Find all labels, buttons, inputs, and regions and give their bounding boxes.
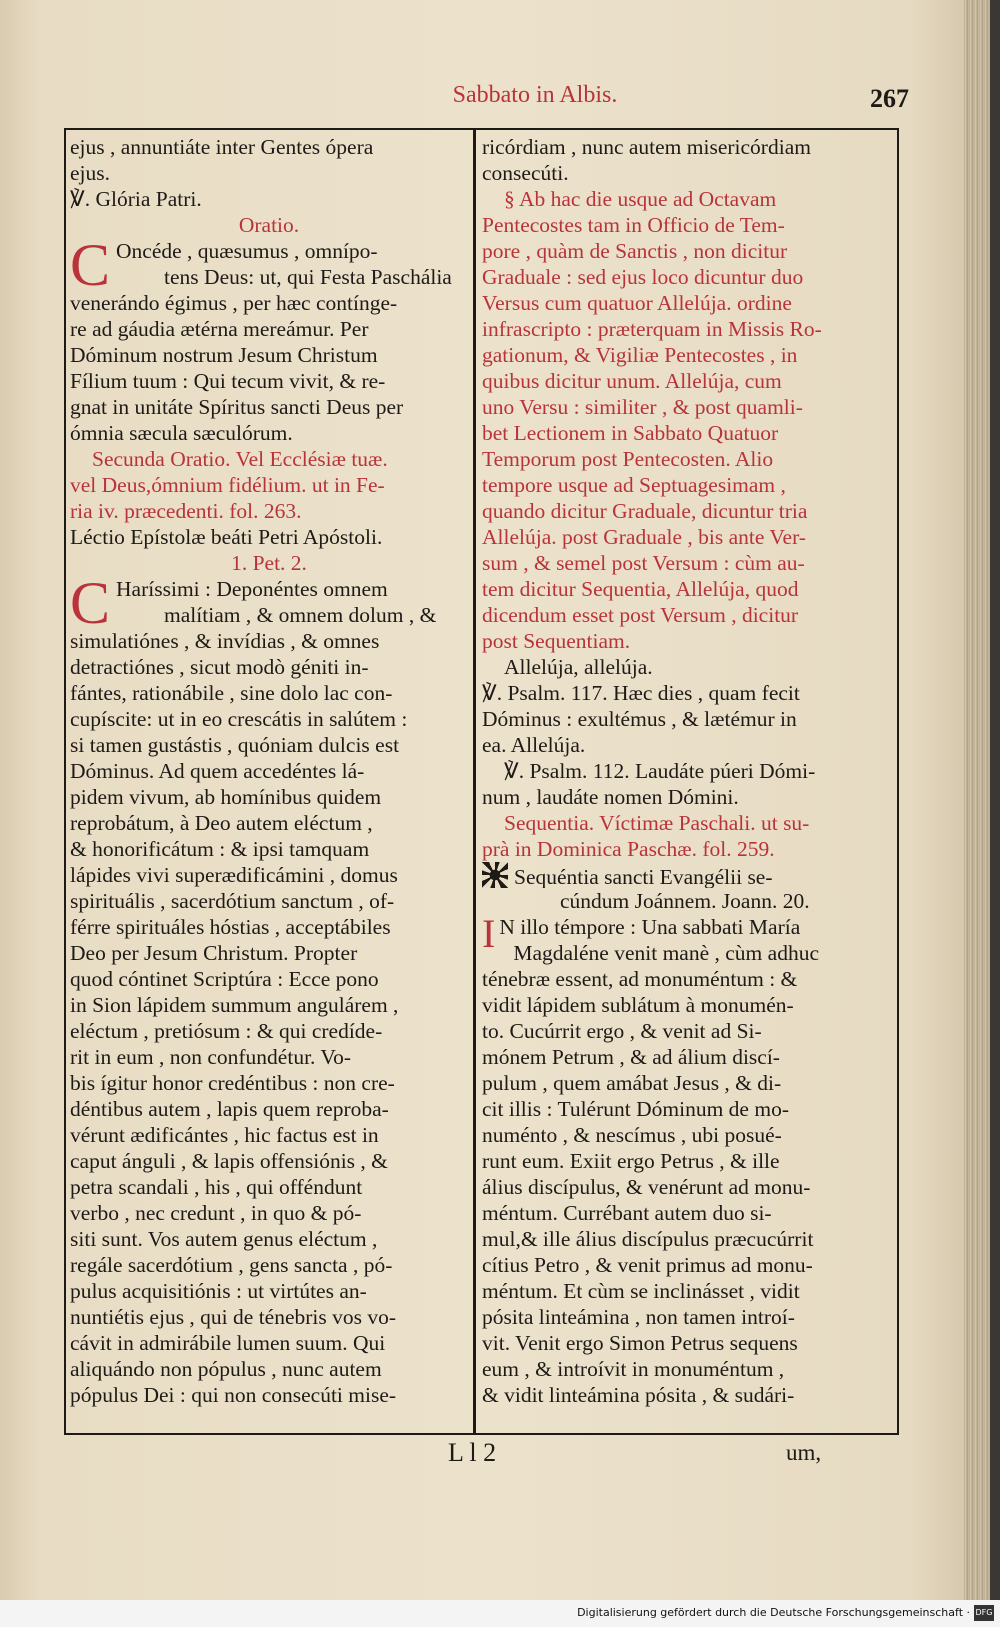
line-text: tem dicitur Sequentia, Allelúja, quod [482,577,799,601]
signature-mark: L l 2 [448,1438,497,1467]
line-text: mul,& ille álius discípulus præcucúrrit [482,1227,814,1251]
line-text: Haríssimi : Deponéntes omnem [116,577,388,601]
text-line [70,212,468,238]
line-text: ejus , annuntiáte inter Gentes ópera [70,135,374,159]
line-text: Oncéde , quæsumus , omnípo- [116,239,378,263]
text-line [482,602,894,628]
text-line [70,836,468,862]
text-line [70,524,468,550]
line-text: cit illis : Tulérunt Dóminum de mo- [482,1097,789,1121]
line-text: ea. Allelúja. [482,733,586,757]
line-text: bet Lectionem in Sabbato Quatuor [482,421,779,445]
line-text: malítiam , & omnem dolum , & [164,603,437,627]
text-line [70,472,468,498]
text-line [482,810,894,836]
text-line [70,1200,468,1226]
running-title: Sabbato in Albis. [452,82,618,108]
text-line [70,992,468,1018]
line-text: quod cóntinet Scriptúra : Ecce pono [70,967,379,991]
text-line [70,1356,468,1382]
line-text: petra scandali , his , qui offéndunt [70,1175,363,1199]
line-text: regále sacerdótium , gens sancta , pó- [70,1253,393,1277]
line-text: cávit in admirábile lumen suum. Qui [70,1331,386,1355]
line-text: venerándo égimus , per hæc contínge- [70,291,398,315]
page-footer [0,1438,990,1478]
text-line [70,628,468,654]
text-line [482,1304,894,1330]
text-line [482,862,894,888]
text-line [116,264,468,290]
text-line [70,654,468,680]
text-line [482,784,894,810]
line-text: méntum. Et cùm se inclinásset , vidit [482,1279,800,1303]
line-text: Sequéntia sancti Evangélii se- [514,865,773,888]
line-text: ténebræ essent, ad monuméntum : & [482,967,798,991]
text-line [482,992,894,1018]
line-text: cítius Petro , & venit primus ad monu- [482,1253,813,1277]
line-text: ℣. Psalm. 117. Hæc dies , quam fecit [482,681,800,705]
line-text: eléctum , pretiósum : & qui credíde- [70,1019,383,1043]
text-line [70,1226,468,1252]
text-line [70,420,468,446]
line-text: ómnia sæcula sæculórum. [70,421,293,445]
line-text: runt eum. Exiit ergo Petrus , & ille [482,1149,780,1173]
text-line [482,1382,894,1408]
text-line [482,472,894,498]
text-line [70,316,468,342]
text-line [482,1070,894,1096]
text-line [482,1122,894,1148]
line-text: ℣. Psalm. 112. Laudáte púeri Dómi- [504,759,816,783]
line-text: in Sion lápidem summum angulárem , [70,993,399,1017]
text-line [70,1304,468,1330]
text-line [70,862,468,888]
line-text: simulatiónes , & invídias , & omnes [70,629,380,653]
text-line [70,706,468,732]
text-line [70,1044,468,1070]
line-text: déntibus autem , lapis quem reproba- [70,1097,389,1121]
dfg-logo: DFG [974,1605,994,1621]
line-text: re ad gáudia ætérna mereámur. Per [70,317,369,341]
text-line [482,550,894,576]
line-text: Allelúja. post Graduale , bis ante Ver- [482,525,806,549]
text-line [482,134,894,160]
line-text: si tamen gustástis , quóniam dulcis est [70,733,400,757]
text-line [482,238,894,264]
line-text: pópulus Dei : qui non consecúti mise- [70,1383,397,1407]
line-text: Fílium tuum : Qui tecum vivit, & re- [70,369,386,393]
line-text: siti sunt. Vos autem genus eléctum , [70,1227,378,1251]
line-text: prà in Dominica Paschæ. fol. 259. [482,837,775,861]
line-text: gationum, & Vigiliæ Pentecostes , in [482,343,798,367]
line-text: ria iv. præcedenti. fol. 263. [70,499,302,523]
text-line [482,1252,894,1278]
text-line [482,1174,894,1200]
text-line [70,732,468,758]
text-line [70,1148,468,1174]
text-line [482,212,894,238]
text-line [482,654,894,680]
text-line [70,680,468,706]
line-text: álius discípulus, & venérunt ad monu- [482,1175,811,1199]
text-line [70,1070,468,1096]
text-line [482,628,894,654]
text-line [70,1174,468,1200]
text-line [482,1044,894,1070]
text-line [70,758,468,784]
text-line [70,1382,468,1408]
line-text: pore , quàm de Sanctis , non dicitur [482,239,788,263]
text-line [482,420,894,446]
text-line [482,1330,894,1356]
line-text: Dóminum nostrum Jesum Christum [70,343,378,367]
text-line [482,1096,894,1122]
line-text: infrascripto : præterquam in Missis Ro- [482,317,822,341]
text-line [482,368,894,394]
text-line [70,1122,468,1148]
ornament-icon [482,862,508,888]
text-line [482,966,894,992]
line-text: pulum , quem amábat Jesus , & di- [482,1071,782,1095]
text-line [70,888,468,914]
line-text: Temporum post Pentecosten. Alio [482,447,774,471]
line-text: Oratio. [238,213,300,237]
line-text: Sequentia. Víctimæ Paschali. ut su- [504,811,810,835]
left-column [70,134,468,1408]
line-text: vel Deus,ómnium fidélium. ut in Fe- [70,473,385,497]
text-line [482,732,894,758]
text-line [482,264,894,290]
line-text: Graduale : sed ejus loco dicuntur duo [482,265,804,289]
line-text: fántes, rationábile , sine dolo lac con- [70,681,393,705]
drop-capital: C [70,232,111,298]
text-line [482,706,894,732]
text-line [482,1226,894,1252]
text-line [482,758,894,784]
line-text: Magdaléne venit manè , cùm adhuc [513,941,819,965]
line-text: uno Versu : similiter , & post quamli- [482,395,803,419]
line-text: & vidit linteámina pósita , & sudári- [482,1383,795,1407]
line-text: ricórdiam , nunc autem misericórdiam [482,135,811,159]
drop-capital: I [482,911,496,956]
text-line [482,342,894,368]
page-edge [964,0,990,1600]
line-text: mónem Petrum , & ad álium discí- [482,1045,780,1069]
line-text: tempore usque ad Septuagesimam , [482,473,786,497]
line-text: ejus. [70,161,111,185]
line-text: cúndum Joánnem. Joann. 20. [560,889,810,913]
text-line [482,576,894,602]
page-header [0,82,990,118]
text-line [70,1278,468,1304]
text-line [482,160,894,186]
line-text: pósita linteámina , non tamen introí- [482,1305,795,1329]
line-text: pulus acquisitiónis : ut virtútes an- [70,1279,367,1303]
credit-text: Digitalisierung gefördert durch die Deutsche Forschungsgemeinschaft · [577,1606,970,1619]
line-text: dicendum esset post Versum , dicitur [482,603,799,627]
text-line [116,602,468,628]
line-text: Versus cum quatuor Allelúja. ordine [482,291,792,315]
text-line [482,394,894,420]
line-text: lápides vivi superædificámini , domus [70,863,398,887]
line-text: nuntiétis ejus , qui de ténebris vos vo- [70,1305,397,1329]
column-rule [473,128,476,1435]
line-text: Secunda Oratio. Vel Ecclésiæ tuæ. [92,447,388,471]
text-line [499,940,894,966]
text-line [482,836,894,862]
text-line [70,914,468,940]
text-line [70,966,468,992]
line-text: rit in eum , non confundétur. Vo- [70,1045,352,1069]
line-text: Dóminus. Ad quem accedéntes lá- [70,759,365,783]
text-line [70,940,468,966]
text-line [70,810,468,836]
text-line [70,784,468,810]
line-text: N illo témpore : Una sabbati María [499,915,801,939]
line-text: cupíscite: ut in eo crescátis in salútem : [70,707,408,731]
text-line [482,524,894,550]
line-text: vit. Venit ergo Simon Petrus sequens [482,1331,798,1355]
line-text: ℣. Glória Patri. [70,187,202,211]
text-line [70,160,468,186]
text-line [70,498,468,524]
text-line [482,446,894,472]
line-text: spirituális , sacerdótium sanctum , of- [70,889,395,913]
line-text: pidem vivum, ab homínibus quidem [70,785,382,809]
text-line [482,1356,894,1382]
line-text: 1. Pet. 2. [231,551,307,575]
line-text: Allelúja, allelúja. [504,655,653,679]
line-text: to. Cucúrrit ergo , & venit ad Si- [482,1019,762,1043]
line-text: num , laudáte nomen Dómini. [482,785,739,809]
line-text: gnat in unitáte Spíritus sancti Deus per [70,395,404,419]
text-line [482,1200,894,1226]
line-text: consecúti. [482,161,569,185]
page-number: 267 [870,84,909,113]
text-line [70,1096,468,1122]
text-line [482,1018,894,1044]
text-line [70,1252,468,1278]
line-text: detractiónes , sicut modò géniti in- [70,655,369,679]
text-line [70,368,468,394]
drop-capital: C [70,570,111,636]
text-line [70,394,468,420]
line-text: verbo , nec credunt , in quo & pó- [70,1201,362,1225]
text-line [70,1330,468,1356]
line-text: férre spirituáles hóstias , acceptábiles [70,915,391,939]
text-line [482,498,894,524]
text-line [482,1148,894,1174]
line-text: Deo per Jesum Christum. Propter [70,941,358,965]
digitization-credit-bar [0,1600,1000,1627]
line-text: quibus dicitur unum. Allelúja, cum [482,369,782,393]
text-line [482,1278,894,1304]
text-line [482,680,894,706]
line-text: caput ánguli , & lapis offensiónis , & [70,1149,388,1173]
line-text: & honorificátum : & ipsi tamquam [70,837,370,861]
line-text: Dóminus : exultémus , & lætémur in [482,707,797,731]
text-line [70,446,468,472]
line-text: Pentecostes tam in Officio de Tem- [482,213,785,237]
line-text: aliquándo non pópulus , nunc autem [70,1357,382,1381]
line-text: tens Deus: ut, qui Festa Paschália [164,265,452,289]
text-line [482,290,894,316]
text-line [482,888,894,914]
text-line [70,134,468,160]
line-text: méntum. Currébant autem duo si- [482,1201,772,1225]
right-column [482,134,894,1408]
line-text: § Ab hac die usque ad Octavam [504,187,777,211]
line-text: sum , & semel post Versum : cùm au- [482,551,805,575]
line-text: post Sequentiam. [482,629,631,653]
line-text: eum , & introívit in monuméntum , [482,1357,785,1381]
line-text: vidit lápidem sublátum à monumén- [482,993,794,1017]
text-line [70,1018,468,1044]
text-line [70,550,468,576]
text-line [70,186,468,212]
text-line [70,342,468,368]
line-text: bis ígitur honor credéntibus : non cre- [70,1071,395,1095]
line-text: numénto , & nescímus , ubi posué- [482,1123,782,1147]
text-line [70,290,468,316]
text-line [482,316,894,342]
text-line [482,186,894,212]
line-text: quando dicitur Graduale, dicuntur tria [482,499,808,523]
line-text: reprobátum, à Deo autem eléctum , [70,811,373,835]
catchword: um, [786,1440,822,1465]
line-text: Léctio Epístolæ beáti Petri Apóstoli. [70,525,383,549]
line-text: vérunt ædificántes , hic factus est in [70,1123,379,1147]
